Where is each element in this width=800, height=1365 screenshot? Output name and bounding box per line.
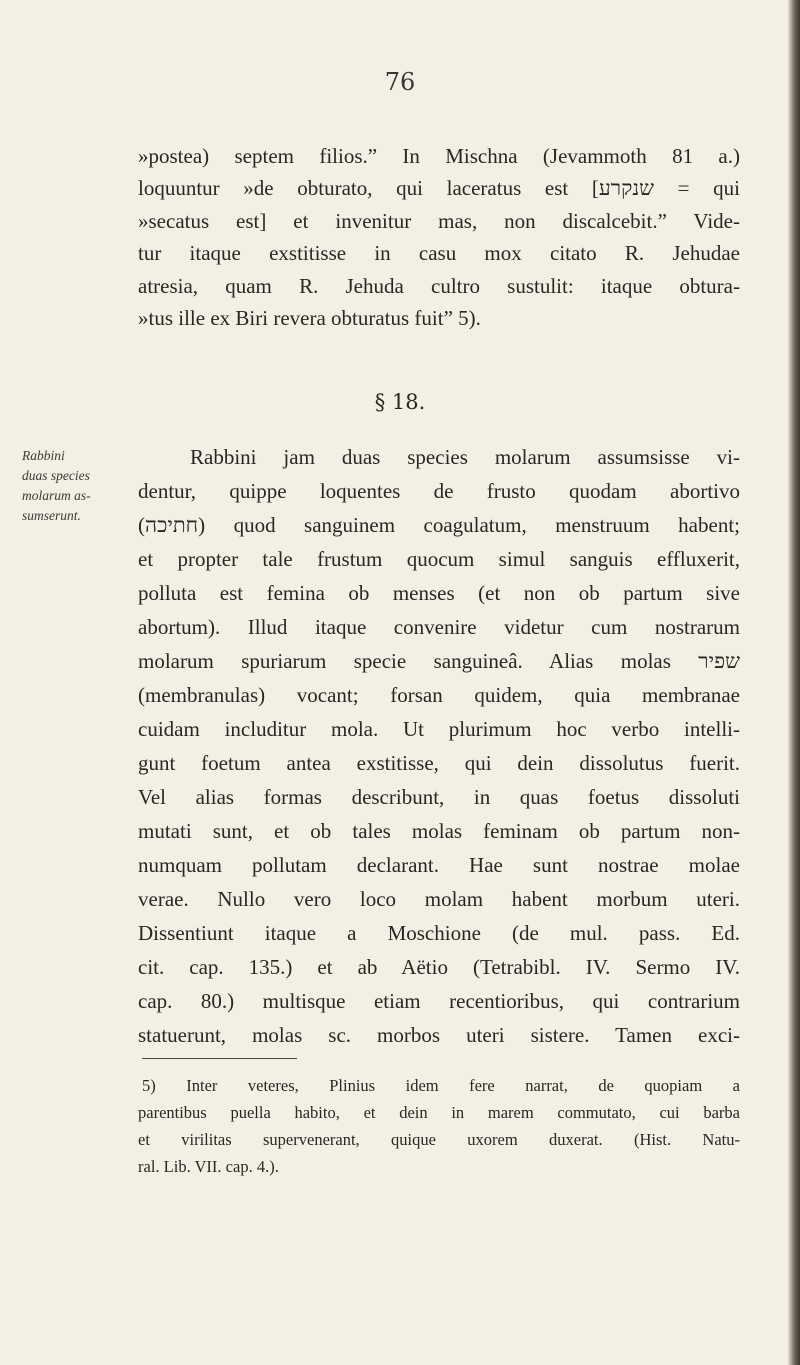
text-line: mutati sunt, et ob tales molas feminam ob partum non-: [138, 819, 740, 843]
text-line: dentur, quippe loquentes de frusto quodam abortivo: [138, 479, 740, 503]
section-heading: § 18.: [374, 390, 426, 414]
text-line: numquam pollutam declarant. Hae sunt nostrae molae: [138, 853, 740, 877]
text-line: atresia, quam R. Jehuda cultro sustulit: itaque obtura-: [138, 273, 740, 298]
page-number: 76: [384, 68, 416, 96]
footnote: [138, 1072, 740, 1180]
paragraph-continuation: [138, 140, 740, 334]
marginal-note: [22, 446, 137, 526]
footnote-line: 5) Inter veteres, Plinius idem fere narrat, de quopiam a: [142, 1076, 740, 1095]
text-line: abortum). Illud itaque convenire videtur cum nostrarum: [138, 615, 740, 639]
page-edge-shadow: [788, 0, 800, 1365]
footnote-line: parentibus puella habito, et dein in marem commutato, cui barba: [138, 1103, 740, 1122]
text-line: molarum spuriarum specie sanguineâ. Alias molas שפיר: [138, 649, 740, 673]
footnote-line: ral. Lib. VII. cap. 4.).: [138, 1157, 279, 1176]
text-line: gunt foetum antea exstitisse, qui dein dissolutus fuerit.: [138, 751, 740, 775]
marginal-note-line: duas species: [22, 468, 90, 483]
text-line: Dissentiunt itaque a Moschione (de mul. pass. Ed.: [138, 921, 740, 945]
text-line: Vel alias formas describunt, in quas foetus dissoluti: [138, 785, 740, 809]
marginal-note-line: molarum as-: [22, 488, 91, 503]
text-line: cit. cap. 135.) et ab Aëtio (Tetrabibl. IV. Sermo IV.: [138, 955, 740, 979]
text-line: et propter tale frustum quocum simul sanguis effluxerit,: [138, 547, 740, 571]
text-line: (membranulas) vocant; forsan quidem, quia membranae: [138, 683, 740, 707]
text-line: Rabbini jam duas species molarum assumsisse vi-: [190, 445, 740, 469]
text-line: (חתיכה) quod sanguinem coagulatum, menstruum habent;: [138, 513, 740, 537]
footnote-rule: [142, 1058, 297, 1059]
text-line: »postea) septem filios.” In Mischna (Jevammoth 81 a.): [138, 144, 740, 168]
text-line: verae. Nullo vero loco molam habent morbum uteri.: [138, 887, 740, 911]
text-line: statuerunt, molas sc. morbos uteri sistere. Tamen exci-: [138, 1023, 740, 1047]
text-line: »tus ille ex Biri revera obturatus fuit” 5).: [138, 306, 481, 331]
marginal-note-line: sumserunt.: [22, 508, 81, 523]
text-line: cuidam includitur mola. Ut plurimum hoc verbo intelli-: [138, 717, 740, 741]
marginal-note-line: Rabbini: [22, 448, 65, 463]
footnote-line: et virilitas supervenerant, quique uxorem duxerat. (Hist. Natu-: [138, 1130, 740, 1149]
text-line: tur itaque exstitisse in casu mox citato R. Jehudae: [138, 241, 740, 266]
text-line: cap. 80.) multisque etiam recentioribus, qui contrarium: [138, 989, 740, 1013]
text-line: »secatus est] et invenitur mas, non discalcebit.” Vide-: [138, 208, 740, 233]
text-line: polluta est femina ob menses (et non ob partum sive: [138, 581, 740, 605]
text-line: loquuntur »de obturato, qui laceratus est [שנקרע = qui: [138, 176, 740, 201]
section-paragraph: [138, 440, 740, 1052]
